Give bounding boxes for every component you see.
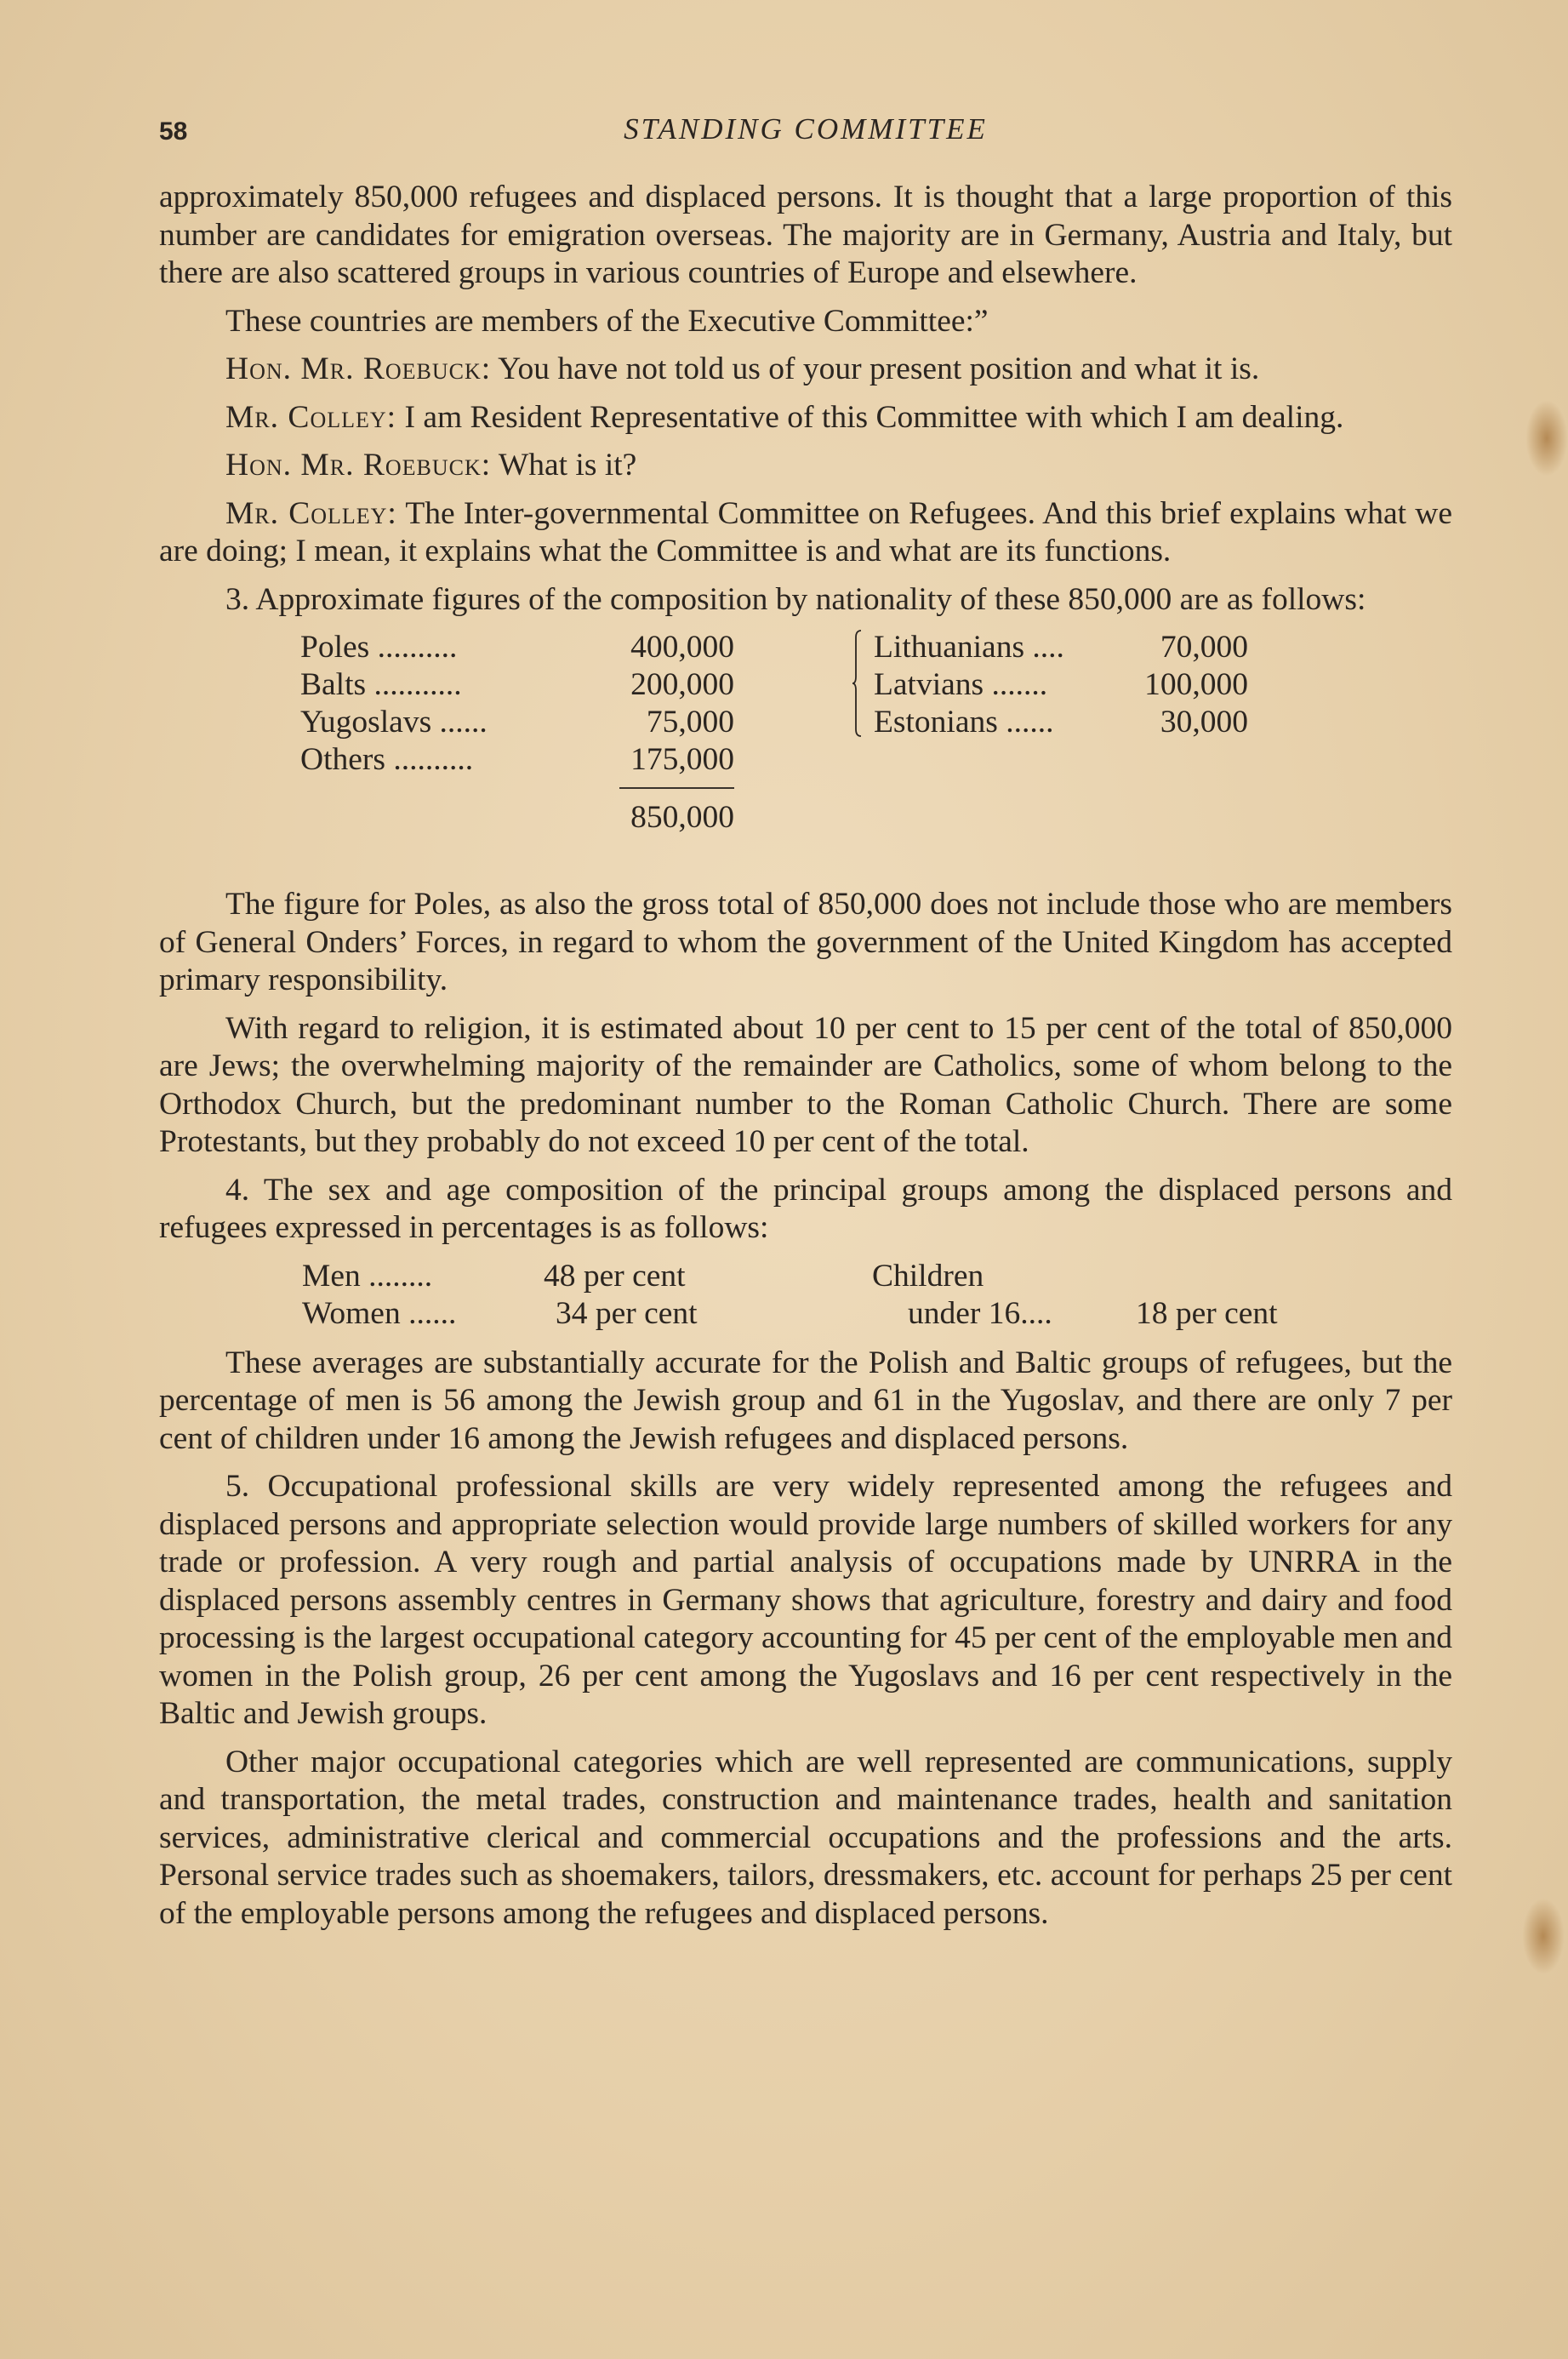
men-label: Men ........ [302, 1258, 433, 1294]
speaker-name: Hon. Mr. Roebuck: [225, 448, 492, 483]
dialogue-paragraph [159, 447, 1452, 485]
women-label: Women ...... [302, 1295, 457, 1331]
nationality-table [159, 629, 1452, 876]
running-title: STANDING COMMITTEE [624, 112, 988, 146]
row-value: 75,000 [646, 705, 734, 740]
speech-text: You have not told us of your present position and what it is. [491, 351, 1260, 386]
nationality-table-right [874, 629, 1248, 741]
paragraph: 4. The sex and age composition of the principal groups among the displaced persons and refugees expressed in percentages is as follows: [159, 1172, 1452, 1245]
paragraph: With regard to religion, it is estimated about 10 per cent to 15 per cent of the total of 850,000 are Jews; the overwhelming majority of the remainder are Catholics, some of whom belong to the Orthodox Church, but the predominant number to the Roman Catholic Church. There are some Protestants, but they probably do not exceed 10 per cent of the total. [159, 1010, 1452, 1159]
table-row [874, 629, 1248, 666]
dialogue-paragraph [159, 351, 1452, 389]
women-value: 34 per cent [556, 1295, 698, 1331]
paragraph: 5. Occupational professional skills are very widely represented among the refugees and displaced persons and appropriate selection would provide large numbers of skilled workers for any trade or profession. A very rough and partial analysis of occupations made by UNRRA in the displaced persons assembly centres in Germany shows that agriculture, forestry and dairy and food processing is the largest occupational category accounting for 45 per cent of the employable men and women in the Polish group, 26 per cent among the Yugoslavs and 16 per cent respectively in the Baltic and Jewish groups. [159, 1469, 1452, 1731]
table-row [300, 666, 734, 704]
speech-text: The Inter-governmental Committee on Refugees. And this brief explains what we are doing; I mean, it explains what the Committee is and what are its functions. [159, 495, 1452, 568]
row-label: Latvians ....... [874, 667, 1048, 702]
table-row [874, 704, 1248, 741]
paragraph: These averages are substantially accurate for the Polish and Baltic groups of refugees, but the percentage of men is 56 among the Jewish group and 61 in the Yugoslav, and there are only 7 per cent of children under 16 among the Jewish refugees and displaced persons. [159, 1345, 1452, 1456]
table-row [300, 704, 734, 741]
row-value: 70,000 [1160, 630, 1248, 665]
row-value: 200,000 [630, 667, 734, 702]
children-label: Children [872, 1258, 984, 1294]
row-label: Yugoslavs ...... [300, 705, 488, 740]
row-value: 175,000 [630, 742, 734, 777]
row-value: 100,000 [1144, 667, 1248, 702]
brace-icon [852, 629, 862, 738]
speaker-name: Hon. Mr. Roebuck: [225, 351, 492, 386]
children-value: 18 per cent [1136, 1295, 1278, 1331]
row-value: 400,000 [630, 630, 734, 665]
row-label: Lithuanians .... [874, 630, 1064, 665]
page-number: 58 [159, 117, 188, 146]
page-body [159, 179, 1452, 1943]
paper-stain [1525, 400, 1568, 477]
row-label: Others .......... [300, 742, 474, 777]
under-16-label: under 16.... [908, 1295, 1052, 1331]
speaker-name: Mr. Colley: [225, 399, 397, 435]
paragraph: Other major occupational categories which are well represented are communications, supply and transportation, the metal trades, construction and maintenance trades, health and sanitation services, administrative clerical and commercial occupations and the professions and the arts. Personal service trades such as shoemakers, tailors, dressmakers, etc. account for perhaps 25 per cent of the employable persons among the refugees and displaced persons. [159, 1744, 1452, 1931]
dialogue-paragraph [159, 495, 1452, 571]
speech-text: I am Resident Representative of this Committee with which I am dealing. [396, 399, 1344, 435]
row-label: Balts ........... [300, 667, 462, 702]
table-row [874, 666, 1248, 704]
row-label: Poles .......... [300, 630, 458, 665]
table-row [300, 741, 734, 779]
paragraph: 3. Approximate figures of the composition by nationality of these 850,000 are as follows: [225, 581, 1366, 617]
nationality-table-left [300, 629, 734, 779]
paragraph: These countries are members of the Executive Committee:” [225, 303, 989, 339]
sex-age-table [159, 1258, 1452, 1334]
sum-rule [619, 787, 734, 789]
speaker-name: Mr. Colley: [225, 495, 397, 531]
table-total: 850,000 [630, 800, 734, 835]
speech-text: What is it? [491, 448, 637, 483]
page-header [159, 112, 1452, 155]
row-value: 30,000 [1160, 705, 1248, 740]
men-value: 48 per cent [544, 1258, 686, 1294]
paper-stain [1522, 1898, 1565, 1974]
paragraph: The figure for Poles, as also the gross total of 850,000 does not include those who are members of General Onders’ Forces, in regard to whom the government of the United Kingdom has accepted primary responsibility. [159, 887, 1452, 997]
paragraph: approximately 850,000 refugees and displaced persons. It is thought that a large proportion of this number are candidates for emigration overseas. The majority are in Germany, Austria and Italy, but there are also scattered groups in various countries of Europe and elsewhere. [159, 180, 1452, 290]
dialogue-paragraph [159, 399, 1452, 437]
row-label: Estonians ...... [874, 705, 1054, 740]
table-row [300, 629, 734, 666]
